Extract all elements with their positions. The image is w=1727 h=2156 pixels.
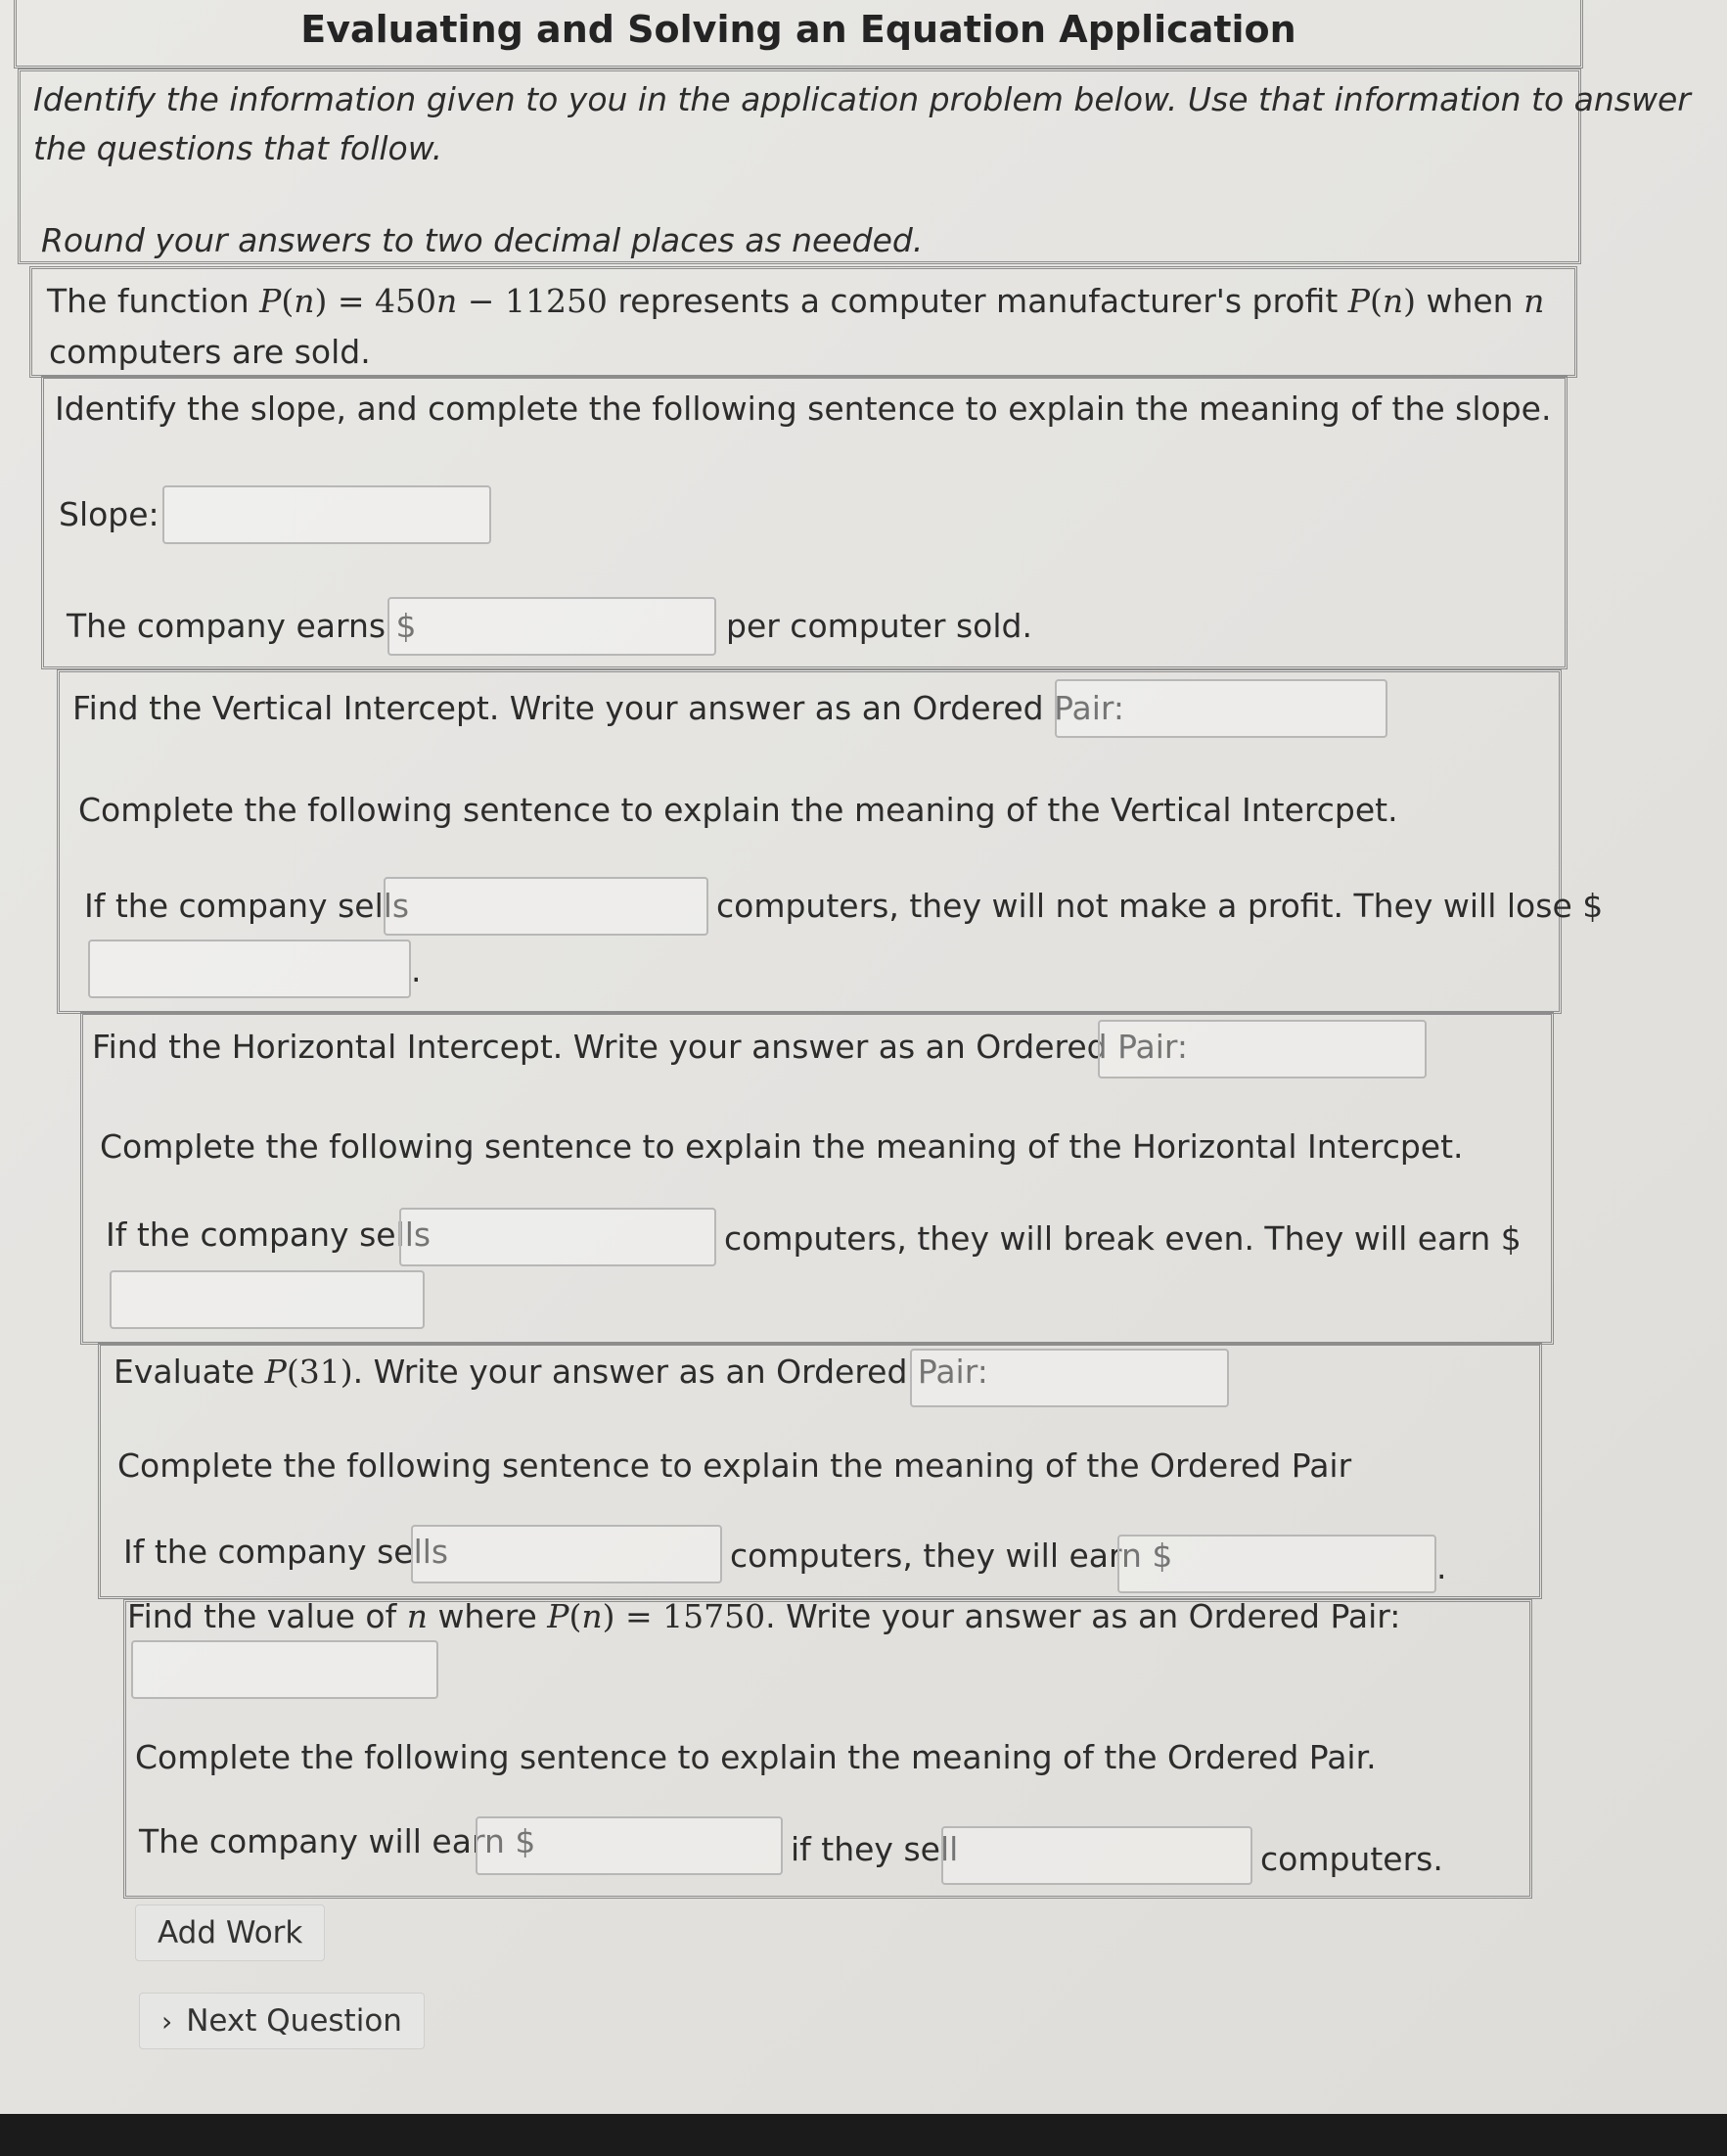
- horizontal-instruction: Find the Horizontal Intercept. Write your answer as an Ordered Pair:: [92, 1028, 1189, 1066]
- horizontal-computers-input[interactable]: [399, 1208, 716, 1266]
- next-question-label: Next Question: [186, 2003, 402, 2039]
- solve-earn-middle: if they sell: [791, 1830, 959, 1868]
- intro-line-2: the questions that follow.: [33, 129, 443, 167]
- solve-earn-prefix: The company will earn $: [139, 1822, 536, 1860]
- add-work-button[interactable]: Add Work: [135, 1904, 325, 1961]
- problem-prefix: The function: [47, 282, 260, 320]
- function-equation: P(n) = 450n − 11250: [259, 282, 608, 320]
- horizontal-explain: Complete the following sentence to explain the meaning of the Horizontal Intercpet.: [100, 1127, 1464, 1166]
- solve-earn-input[interactable]: [476, 1816, 783, 1875]
- vertical-lose-input[interactable]: [88, 940, 411, 998]
- vertical-explain: Complete the following sentence to explain the meaning of the Vertical Intercpet.: [78, 791, 1398, 829]
- solve-instruction: Find the value of n where P(n) = 15750. Write your answer as an Ordered Pair:: [127, 1597, 1401, 1635]
- solve-ordered-pair-input[interactable]: [131, 1640, 438, 1699]
- horizontal-intercept-input[interactable]: [1098, 1020, 1427, 1078]
- evaluate-explain: Complete the following sentence to explain the meaning of the Ordered Pair: [117, 1446, 1352, 1485]
- earns-prefix: The company earns $: [67, 607, 417, 645]
- problem-line-2: computers are sold.: [49, 333, 371, 371]
- vertical-end-period: .: [411, 951, 422, 989]
- solve-earn-suffix: computers.: [1260, 1840, 1443, 1878]
- vertical-computers-input[interactable]: [384, 877, 708, 936]
- earns-suffix: per computer sold.: [726, 607, 1032, 645]
- evaluate-sells-suffix: computers, they will earn $: [730, 1537, 1173, 1575]
- intro-line-1: Identify the information given to you in the application problem below. Use that information to answer: [33, 80, 1691, 118]
- monitor-bezel: [0, 2114, 1727, 2156]
- slope-instruction: Identify the slope, and complete the following sentence to explain the meaning of the slope.: [55, 390, 1552, 428]
- evaluate-end-period: .: [1436, 1548, 1447, 1586]
- evaluate-sells-prefix: If the company sells: [123, 1533, 449, 1571]
- evaluate-ordered-pair-input[interactable]: [910, 1349, 1229, 1407]
- slope-label: Slope:: [59, 495, 159, 533]
- vertical-sells-prefix: If the company sells: [84, 887, 410, 925]
- evaluate-earn-input[interactable]: [1117, 1535, 1436, 1593]
- horizontal-sells-prefix: If the company sells: [106, 1216, 432, 1254]
- problem-middle: represents a computer manufacturer's profit: [607, 282, 1348, 320]
- solve-explain: Complete the following sentence to explain the meaning of the Ordered Pair.: [135, 1738, 1377, 1776]
- solve-equation: P(n) = 15750: [547, 1597, 766, 1635]
- problem-statement: [47, 282, 1544, 320]
- page-title: Evaluating and Solving an Equation Application: [300, 8, 1296, 51]
- variable-n: n: [1523, 282, 1545, 320]
- solve-computers-input[interactable]: [941, 1826, 1252, 1885]
- problem-when: when: [1415, 282, 1524, 320]
- slope-input[interactable]: [162, 485, 491, 544]
- vertical-instruction: Find the Vertical Intercept. Write your answer as an Ordered Pair:: [72, 689, 1125, 727]
- earns-per-computer-input[interactable]: [387, 597, 716, 656]
- title-bar: [14, 0, 1583, 69]
- horizontal-earn-input[interactable]: [110, 1270, 425, 1329]
- evaluate-expression: P(31): [264, 1353, 353, 1391]
- vertical-intercept-input[interactable]: [1055, 679, 1387, 738]
- round-note: Round your answers to two decimal places as needed.: [41, 221, 924, 259]
- vertical-sells-suffix: computers, they will not make a profit. They will lose $: [716, 887, 1604, 925]
- chevron-right-icon: ›: [161, 2005, 173, 2038]
- next-question-button[interactable]: [139, 1993, 425, 2049]
- profit-notation: P(n): [1347, 282, 1416, 320]
- horizontal-sells-suffix: computers, they will break even. They will earn $: [724, 1219, 1522, 1258]
- evaluate-computers-input[interactable]: [411, 1525, 722, 1583]
- evaluate-instruction: Evaluate P(31). Write your answer as an Ordered Pair:: [114, 1353, 988, 1391]
